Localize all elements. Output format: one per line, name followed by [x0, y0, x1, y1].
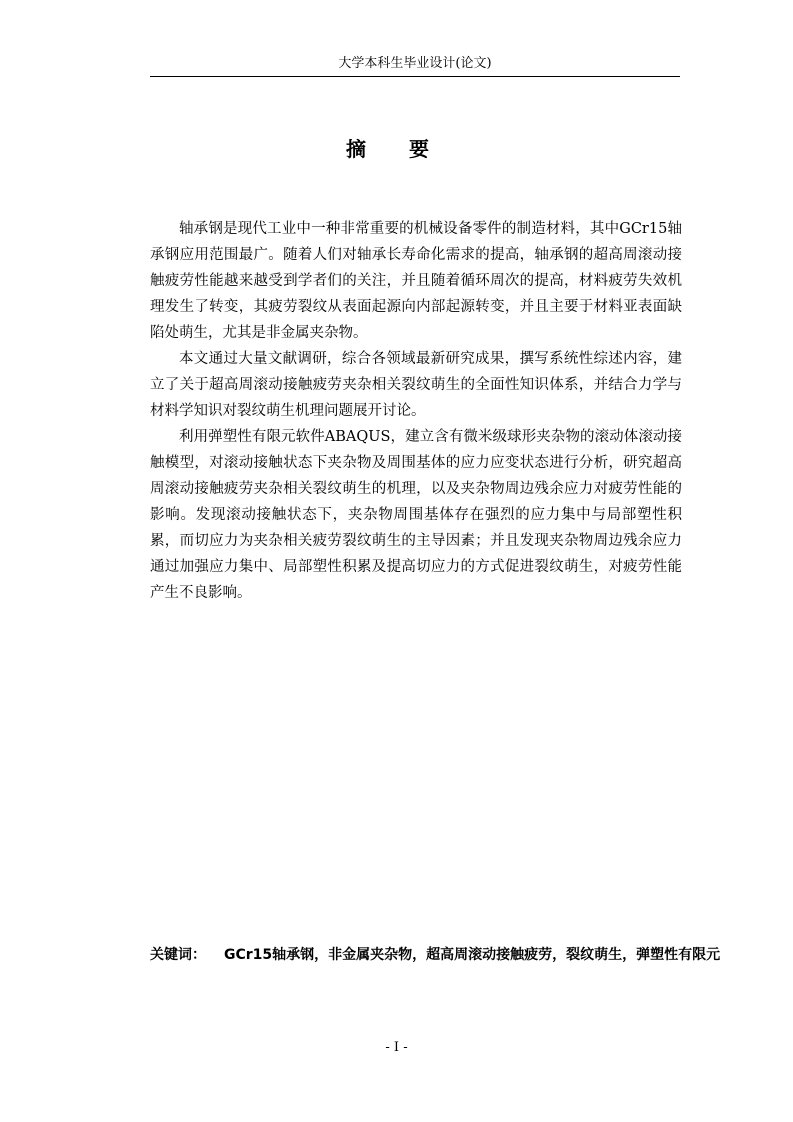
- abstract-paragraph-3: 利用弹塑性有限元软件ABAQUS，建立含有微米级球形夹杂物的滚动体滚动接触模型，对滚动接触状态下夹杂物及周围基体的应力应变状态进行分析，研究超高周滚动接触疲劳夹杂相关裂纹萌生的机理，以及夹杂物周边残余应力对疲劳性能的影响。发现滚动接触状态下，夹杂物周围基体存在强烈的应力集中与局部塑性积累，而切应力为夹杂相关疲劳裂纹萌生的主导因素；并且发现夹杂物周边残余应力通过加强应力集中、局部塑性积累及提高切应力的方式促进裂纹萌生，对疲劳性能产生不良影响。: [150, 429, 682, 601]
- header-text: 大学本科生毕业设计(论文): [338, 56, 492, 71]
- abstract-body: [150, 216, 682, 606]
- keywords-section: [150, 944, 750, 966]
- abstract-paragraph-1: 轴承钢是现代工业中一种非常重要的机械设备零件的制造材料，其中GCr15轴承钢应用范围最广。随着人们对轴承长寿命化需求的提高，轴承钢的超高周滚动接触疲劳性能越来越受到学者们的关注，并且随着循环周次的提高，材料疲劳失效机理发生了转变，其疲劳裂纹从表面起源向内部起源转变，并且主要于材料亚表面缺陷处萌生，尤其是非金属夹杂物。: [150, 221, 682, 341]
- keywords-text: GCr15轴承钢，非金属夹杂物，超高周滚动接触疲劳，裂纹萌生，弹塑性有限元: [224, 947, 721, 963]
- page-header: [150, 56, 680, 77]
- page-number: - I -: [385, 1040, 408, 1055]
- keywords-label: 关键词：: [150, 947, 206, 963]
- abstract-paragraph-2: 本文通过大量文献调研，综合各领域最新研究成果，撰写系统性综述内容，建立了关于超高周滚动接触疲劳夹杂相关裂纹萌生的全面性知识体系，并结合力学与材料学知识对裂纹萌生机理问题展开讨论。: [150, 351, 682, 419]
- abstract-title: 摘 要: [346, 137, 447, 161]
